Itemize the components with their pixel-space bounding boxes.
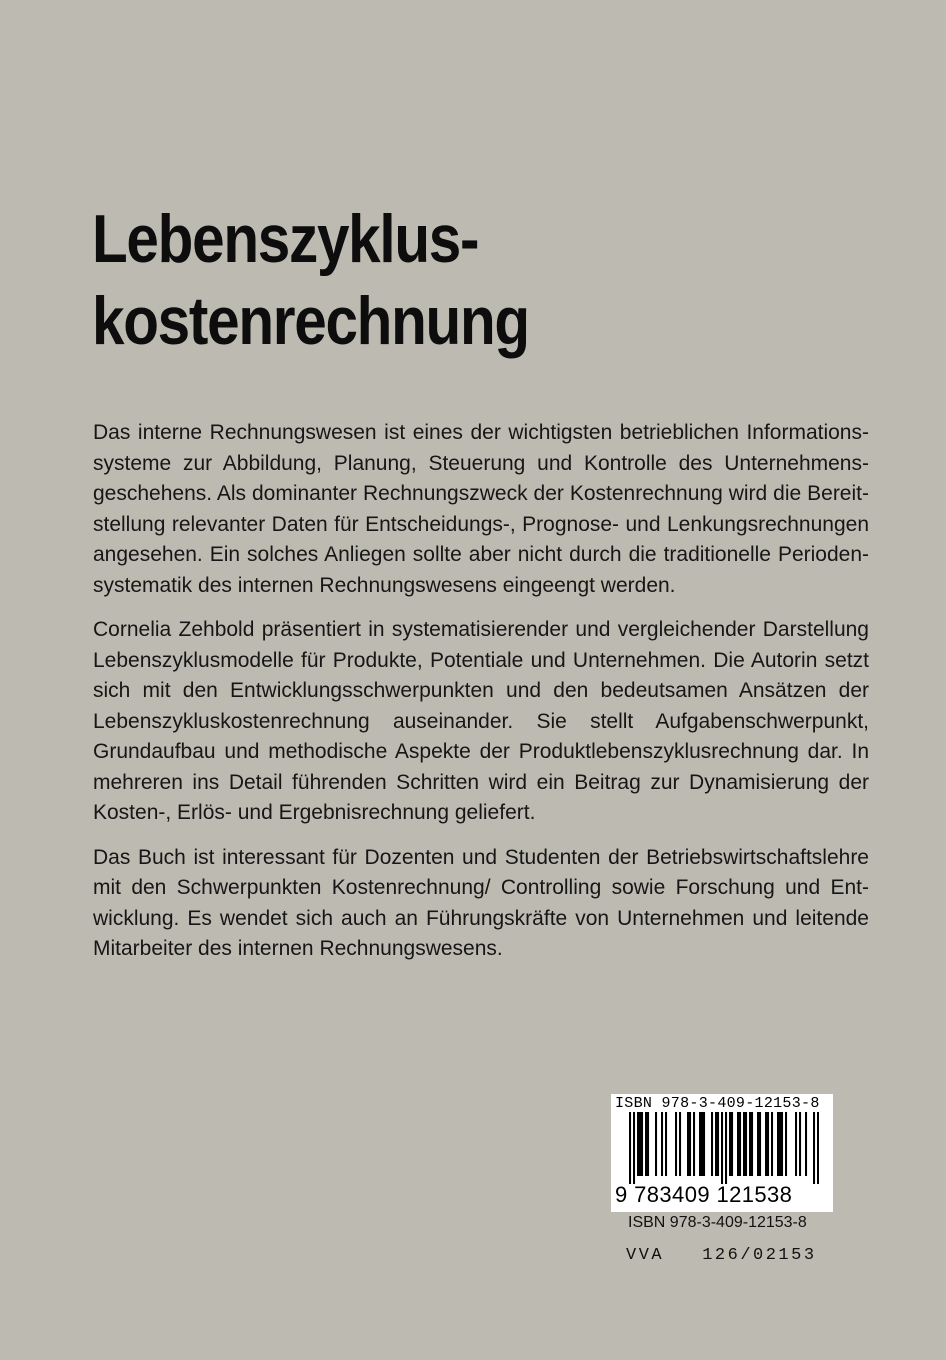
barcode-bar [799, 1112, 801, 1176]
barcode-bar [757, 1112, 759, 1176]
barcode-bar [679, 1112, 681, 1176]
barcode-bar [767, 1112, 769, 1176]
barcode-bar [665, 1112, 667, 1176]
isbn-text: ISBN 978-3-409-12153-8 [628, 1214, 807, 1231]
book-title [92, 198, 746, 362]
blurb-paragraph-2: Cornelia Zehbold präsentiert in systematisierender und vergleichender Darstellung Lebenszyklusmodelle für Produkte, Potentiale und Unternehmen. Die Autorin setzt sich mit den Entwicklungsschwerpunkten und den bedeutsamen Ansätzen der Lebenszykluskostenrechnung auseinander. Sie stellt Aufgabenschwerpunkt, Grundaufbau und methodische Aspekte der Produktlebenszyklusrechnung dar. In mehreren ins Detail führenden Schritten wird ein Beitrag zur Dynamisierung der Kosten-, Erlös- und Ergebnisrechnung geliefert. [93, 618, 869, 824]
publisher-code: VVA 126/02153 [626, 1246, 817, 1265]
barcode-bar [795, 1112, 797, 1176]
barcode-bars [629, 1112, 819, 1184]
barcode-bar [759, 1112, 761, 1176]
barcode-bar [739, 1112, 741, 1176]
barcode-bar [641, 1112, 643, 1176]
barcode-bar [729, 1112, 731, 1176]
barcode-bar [645, 1112, 647, 1176]
barcode-bar [699, 1112, 701, 1176]
book-title-line-2: kostenrechnung [92, 283, 529, 359]
barcode-bar [777, 1112, 779, 1176]
barcode-bar [661, 1112, 663, 1176]
barcode-bar [743, 1112, 745, 1176]
barcode-bar [675, 1112, 677, 1176]
barcode-bar [771, 1112, 773, 1176]
barcode-bar [703, 1112, 705, 1176]
barcode-bar [701, 1112, 703, 1176]
barcode-bar [717, 1112, 719, 1176]
barcode-bar [817, 1112, 819, 1184]
barcode-bar [785, 1112, 787, 1176]
barcode-bar [633, 1112, 635, 1184]
barcode-bar [687, 1112, 689, 1176]
barcode-bar [737, 1112, 739, 1176]
barcode-bar [693, 1112, 695, 1176]
barcode-bar [637, 1112, 639, 1176]
back-cover-blurb [93, 418, 869, 979]
barcode-bar [781, 1112, 783, 1176]
isbn-barcode [611, 1094, 833, 1212]
barcode-bar [647, 1112, 649, 1176]
barcode-bar [813, 1112, 815, 1184]
barcode-isbn-label: ISBN 978-3-409-12153-8 [615, 1095, 820, 1112]
barcode-bar [655, 1112, 657, 1176]
barcode-bar [731, 1112, 733, 1176]
barcode-bar [751, 1112, 753, 1176]
blurb-paragraph-3: Das Buch ist interessant für Dozenten und Studenten der Betriebswirtschaftslehre mit den Schwerpunkten Kostenrechnung/ Controlling sowie Forschung und Entwicklung. Es wendet sich auch an Führungskräfte von Unternehmen und leitende Mitarbeiter des internen Rechnungswesens. [93, 845, 869, 960]
book-title-line-1: Lebenszyklus- [92, 201, 479, 277]
barcode-bar [805, 1112, 807, 1176]
blurb-paragraph-1: Das interne Rechnungswesen ist eines der wichtigsten betrieblichen Informationssysteme zur Abbildung, Planung, Steuerung und Kontrolle des Unternehmensgeschehens. Als dominanter Rechnungszweck der Kostenrechnung wird die Bereitstellung relevanter Daten für Entscheidungs-, Prognose- und Lenkungsrechnungen angesehen. Ein solches Anliegen sollte aber nicht durch die traditionelle Periodensystematik des internen Rechnungswesens eingeengt werden. [93, 421, 869, 597]
barcode-bar [715, 1112, 717, 1176]
barcode-bar [779, 1112, 781, 1176]
barcode-digits: 9 783409 121538 [615, 1182, 793, 1207]
barcode-bar [689, 1112, 691, 1176]
barcode-bar [745, 1112, 747, 1176]
barcode-bar [765, 1112, 767, 1176]
barcode-bar [725, 1112, 727, 1184]
barcode-bar [749, 1112, 751, 1176]
barcode-bar [629, 1112, 631, 1184]
barcode-bar [721, 1112, 723, 1184]
barcode-bar [639, 1112, 641, 1176]
barcode-bar [711, 1112, 713, 1176]
